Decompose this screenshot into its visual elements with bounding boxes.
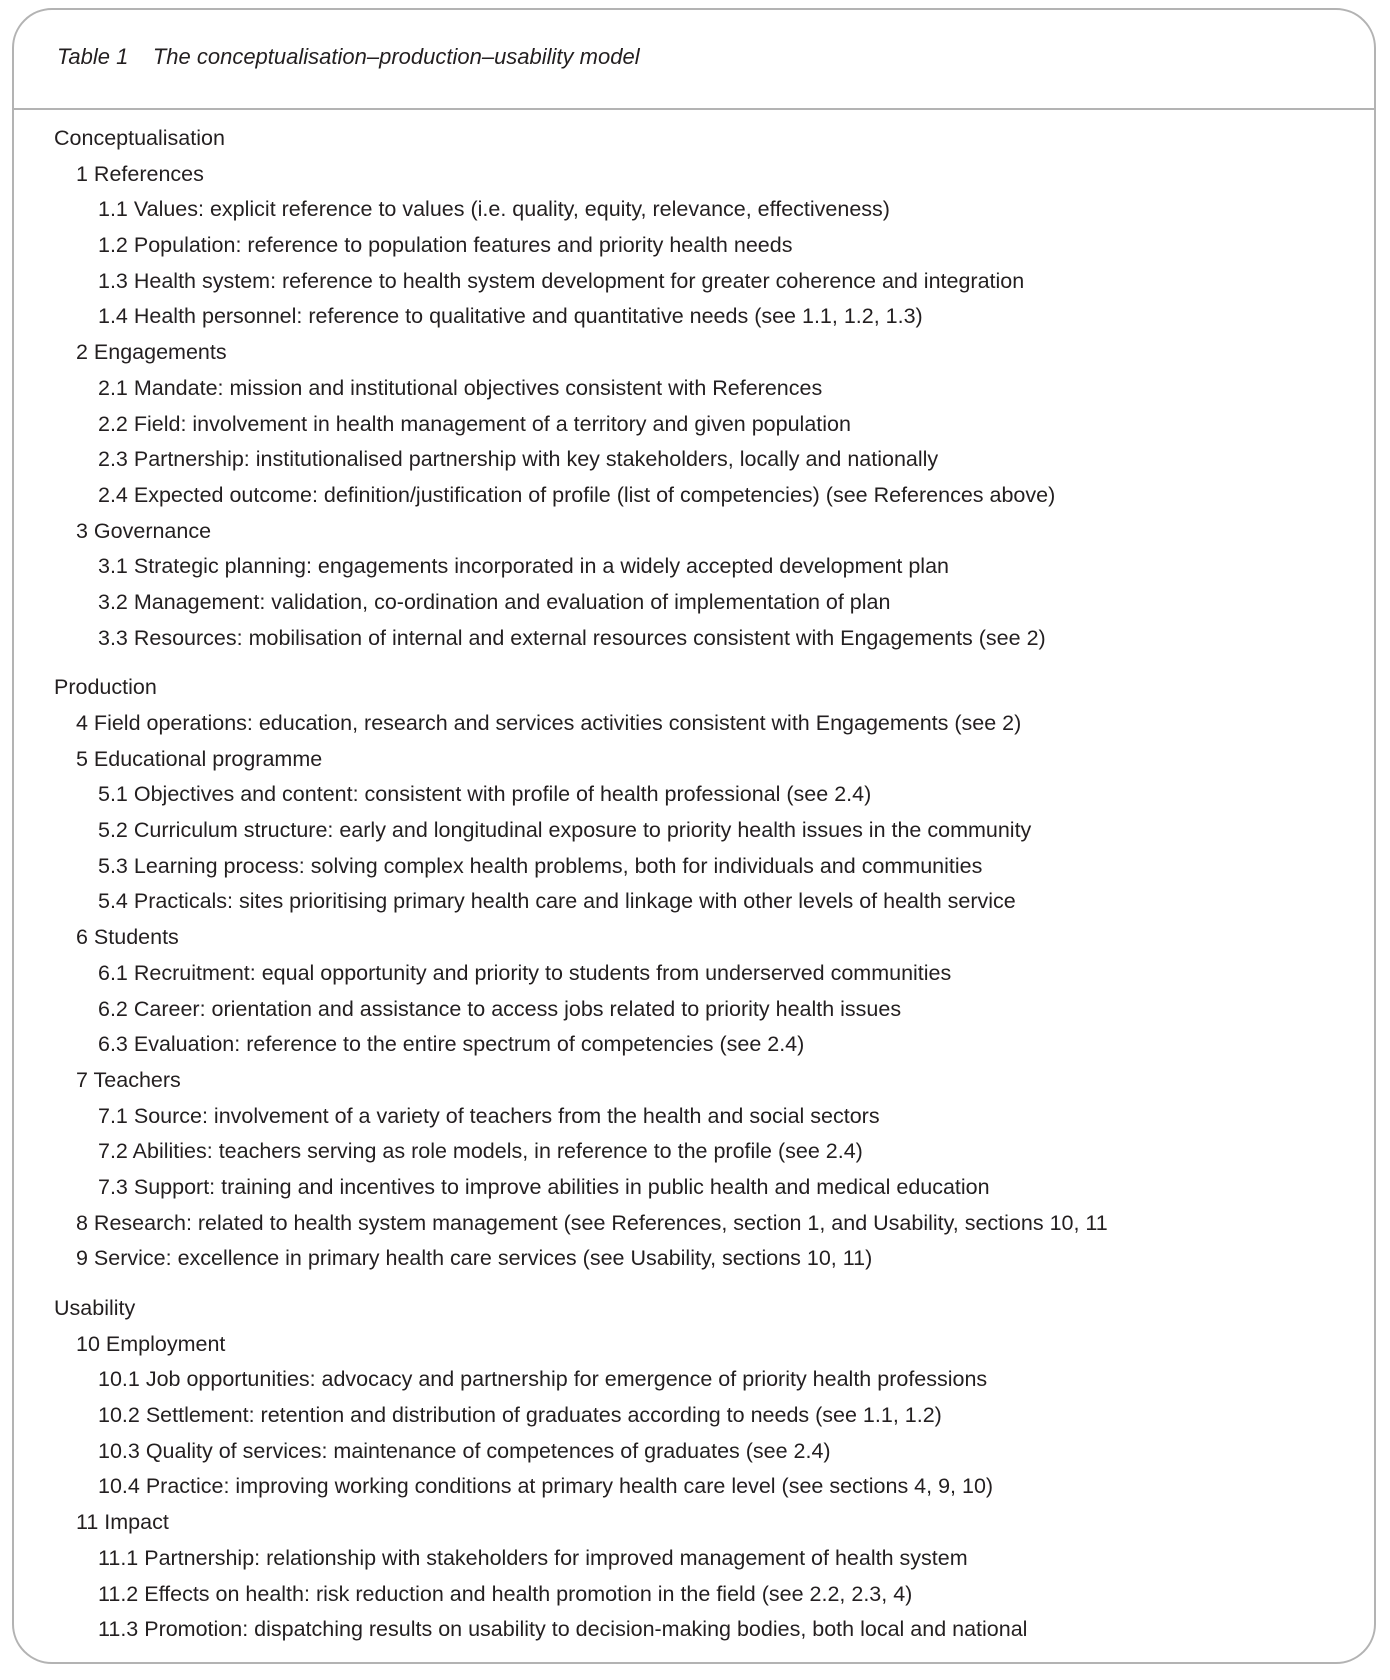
table-row-item: 5.4 Practicals: sites prioritising primary health care and linkage with other levels of health service [98, 889, 1016, 914]
table-row-item: 1.4 Health personnel: reference to qualitative and quantitative needs (see 1.1, 1.2, 1.3) [98, 304, 923, 329]
table-row-heading: 3 Governance [76, 518, 212, 543]
table-body [14, 121, 1374, 1648]
table-row-heading: 2 Engagements [76, 340, 227, 365]
table-row-item: 7.1 Source: involvement of a variety of teachers from the health and social sectors [98, 1103, 880, 1128]
table-row-heading: 11 Impact [76, 1510, 169, 1535]
table-row-item: 1.3 Health system: reference to health system development for greater coherence and integration [98, 268, 1025, 293]
table-row-heading: 4 Field operations: education, research and services activities consistent with Engagements (see 2) [76, 711, 1022, 735]
section-heading: Production [54, 675, 157, 700]
table-row-item: 11.2 Effects on health: risk reduction and health promotion in the field (see 2.2, 2.3, 4) [98, 1581, 913, 1606]
table-row-item: 10.4 Practice: improving working conditions at primary health care level (see sections 4, 9, 10) [98, 1474, 994, 1499]
table-row-item: 10.1 Job opportunities: advocacy and partnership for emergence of priority health professions [98, 1367, 988, 1392]
table-row-item: 5.3 Learning process: solving complex health problems, both for individuals and communities [98, 853, 983, 878]
table-row-heading: 7 Teachers [76, 1067, 181, 1092]
table-row-heading: 6 Students [76, 925, 179, 950]
table-row-item: 5.2 Curriculum structure: early and longitudinal exposure to priority health issues in the community [98, 818, 1032, 843]
table-row-heading: 9 Service: excellence in primary health care services (see Usability, sections 10, 11) [76, 1246, 873, 1271]
table-row-item: 11.3 Promotion: dispatching results on usability to decision-making bodies, both local and national [98, 1617, 1028, 1642]
table-row-item: 5.1 Objectives and content: consistent with profile of health professional (see 2.4) [98, 782, 872, 807]
table-row-heading: 8 Research: related to health system management (see References, section 1, and Usability, sections 10, 11 [76, 1210, 1108, 1235]
table-row-item: 7.2 Abilities: teachers serving as role models, in reference to the profile (see 2.4) [98, 1139, 863, 1164]
table-row-item: 2.2 Field: involvement in health management of a territory and given population [98, 411, 851, 436]
table-row-item: 3.2 Management: validation, co-ordination and evaluation of implementation of plan [98, 589, 891, 614]
table-row-heading: 5 Educational programme [76, 746, 323, 771]
table-row-item: 6.1 Recruitment: equal opportunity and priority to students from underserved communities [98, 960, 952, 985]
section-heading: Conceptualisation [54, 126, 225, 150]
table-title: The conceptualisation–production–usability model [152, 44, 640, 69]
table-row-item: 1.2 Population: reference to population features and priority health needs [98, 233, 793, 258]
table-label: Table 1 [57, 44, 129, 69]
table-row-heading: 10 Employment [76, 1331, 226, 1356]
table-caption [14, 10, 1374, 110]
table-row-item: 7.3 Support: training and incentives to improve abilities in public health and medical education [98, 1174, 990, 1199]
table-row-item: 6.2 Career: orientation and assistance to access jobs related to priority health issues [98, 996, 902, 1021]
table-row-item: 2.3 Partnership: institutionalised partnership with key stakeholders, locally and nationally [98, 447, 939, 472]
table-row-item: 6.3 Evaluation: reference to the entire spectrum of competencies (see 2.4) [98, 1032, 805, 1057]
table-row-item: 10.2 Settlement: retention and distribution of graduates according to needs (see 1.1, 1.2) [98, 1403, 942, 1428]
table-row-item: 11.1 Partnership: relationship with stakeholders for improved management of health system [98, 1545, 968, 1570]
table-row-item: 10.3 Quality of services: maintenance of competences of graduates (see 2.4) [98, 1438, 831, 1463]
table-row-item: 2.1 Mandate: mission and institutional objectives consistent with References [98, 375, 823, 400]
section-heading: Usability [54, 1296, 136, 1320]
table-row-heading: 1 References [76, 161, 204, 186]
table-row-item: 3.3 Resources: mobilisation of internal and external resources consistent with Engagements (see 2) [98, 625, 1046, 650]
table-row-item: 2.4 Expected outcome: definition/justification of profile (list of competencies) (see References above) [98, 482, 1056, 507]
table-row-item: 1.1 Values: explicit reference to values (i.e. quality, equity, relevance, effectiveness) [98, 197, 890, 222]
table-frame [12, 8, 1376, 1664]
table-row-item: 3.1 Strategic planning: engagements incorporated in a widely accepted development plan [98, 554, 950, 579]
